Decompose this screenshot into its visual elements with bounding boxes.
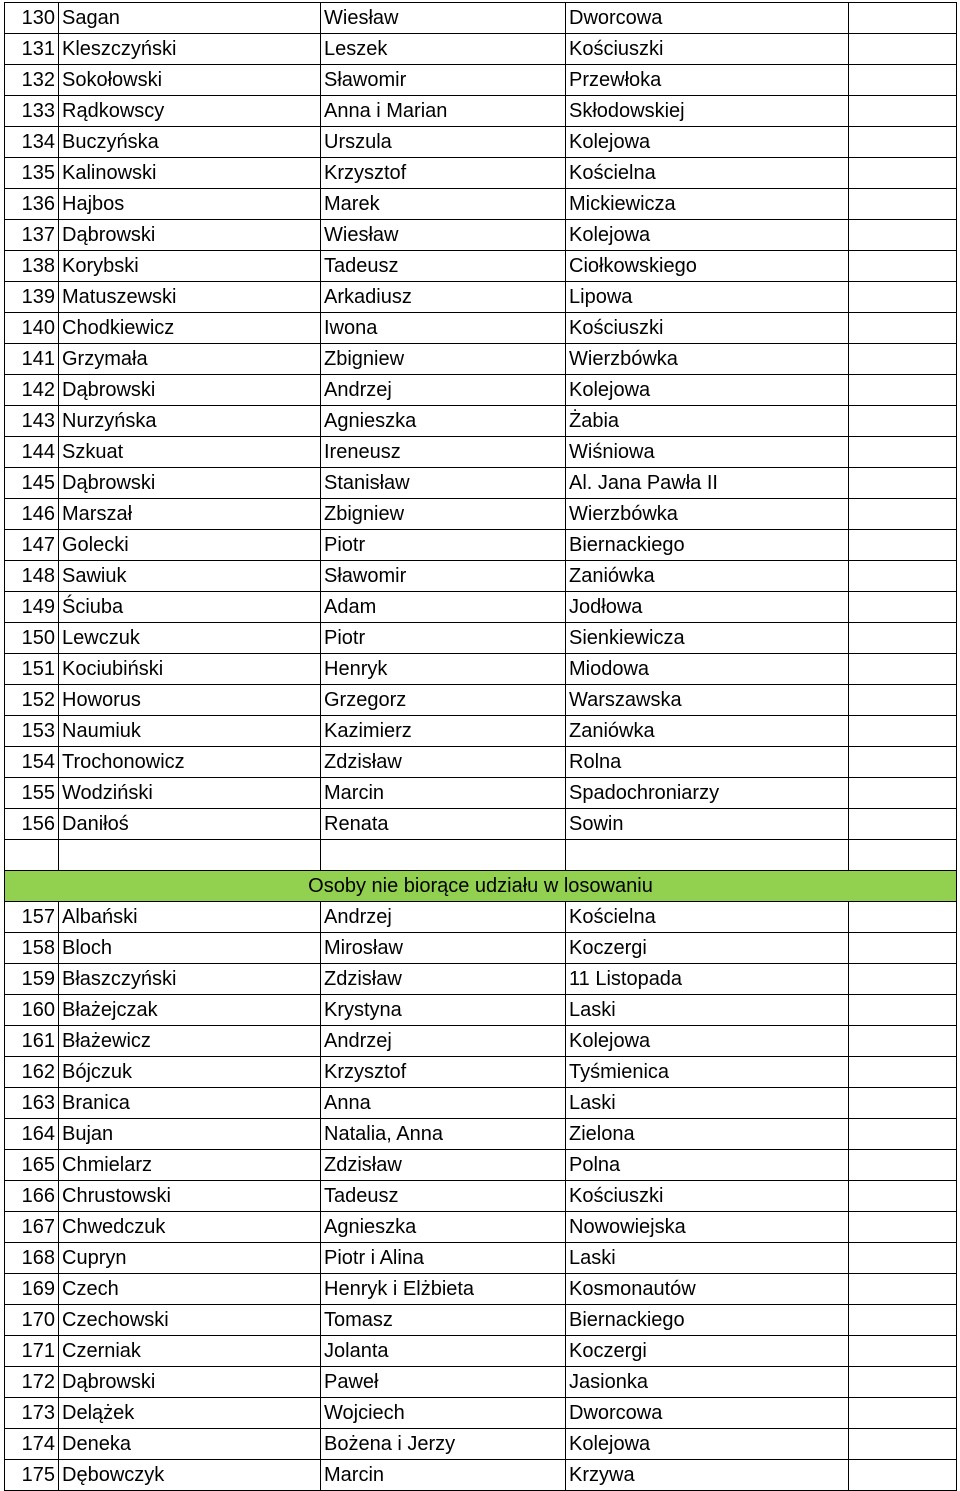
first-name-cell[interactable]: Marcin (321, 1460, 566, 1491)
table-row (5, 685, 957, 716)
last-name-cell[interactable]: Czerniak (59, 1336, 321, 1367)
table-row (5, 1367, 957, 1398)
empty-cell[interactable] (849, 654, 957, 685)
empty-cell[interactable] (849, 1429, 957, 1460)
table-row (5, 65, 957, 96)
row-number-cell[interactable]: 145 (5, 468, 59, 499)
table-row (5, 282, 957, 313)
last-name-cell[interactable]: Branica (59, 1088, 321, 1119)
empty-cell[interactable] (849, 1150, 957, 1181)
last-name-cell[interactable]: Matuszewski (59, 282, 321, 313)
street-cell[interactable]: Warszawska (566, 685, 849, 716)
table-row (5, 933, 957, 964)
first-name-cell[interactable]: Piotr (321, 623, 566, 654)
row-number-cell[interactable]: 149 (5, 592, 59, 623)
first-name-cell[interactable]: Andrzej (321, 902, 566, 933)
street-cell[interactable]: Dworcowa (566, 3, 849, 34)
table-row (5, 3, 957, 34)
street-cell[interactable]: Przewłoka (566, 65, 849, 96)
table-row (5, 1212, 957, 1243)
first-name-cell[interactable]: Andrzej (321, 1026, 566, 1057)
last-name-cell[interactable]: Golecki (59, 530, 321, 561)
first-name-cell[interactable]: Tadeusz (321, 251, 566, 282)
table-row (5, 1398, 957, 1429)
table-row (5, 654, 957, 685)
table-row (5, 468, 957, 499)
empty-cell[interactable] (849, 1088, 957, 1119)
row-number-cell[interactable]: 141 (5, 344, 59, 375)
table-row (5, 96, 957, 127)
section-header[interactable]: Osoby nie biorące udziału w losowaniu (5, 871, 957, 902)
first-name-cell[interactable]: Zbigniew (321, 499, 566, 530)
row-number-cell[interactable]: 160 (5, 995, 59, 1026)
table-row (5, 1243, 957, 1274)
row-number-cell[interactable]: 172 (5, 1367, 59, 1398)
empty-cell[interactable] (849, 220, 957, 251)
row-number-cell[interactable]: 159 (5, 964, 59, 995)
last-name-cell[interactable]: Czech (59, 1274, 321, 1305)
last-name-cell[interactable]: Chwedczuk (59, 1212, 321, 1243)
last-name-cell[interactable]: Dębowczyk (59, 1460, 321, 1491)
last-name-cell[interactable]: Hajbos (59, 189, 321, 220)
empty-cell[interactable] (849, 1243, 957, 1274)
street-cell[interactable]: Jasionka (566, 1367, 849, 1398)
first-name-cell[interactable]: Wojciech (321, 1398, 566, 1429)
street-cell[interactable]: Zaniówka (566, 716, 849, 747)
table-row (5, 592, 957, 623)
first-name-cell[interactable]: Renata (321, 809, 566, 840)
empty-cell[interactable] (849, 1181, 957, 1212)
table-row (5, 1119, 957, 1150)
empty-cell[interactable] (849, 623, 957, 654)
last-name-cell[interactable]: Buczyńska (59, 127, 321, 158)
first-name-cell[interactable]: Stanisław (321, 468, 566, 499)
empty-cell[interactable] (849, 1212, 957, 1243)
last-name-cell[interactable]: Lewczuk (59, 623, 321, 654)
empty-cell[interactable] (849, 716, 957, 747)
first-name-cell[interactable]: Grzegorz (321, 685, 566, 716)
row-number-cell[interactable]: 154 (5, 747, 59, 778)
empty-cell[interactable] (849, 809, 957, 840)
first-name-cell[interactable]: Henryk (321, 654, 566, 685)
row-number-cell[interactable]: 146 (5, 499, 59, 530)
first-name-cell[interactable]: Krzysztof (321, 158, 566, 189)
empty-cell[interactable] (849, 840, 957, 871)
table-row (5, 716, 957, 747)
street-cell[interactable]: Kościuszki (566, 313, 849, 344)
row-number-cell[interactable]: 150 (5, 623, 59, 654)
table-row (5, 747, 957, 778)
first-name-cell[interactable]: Agnieszka (321, 406, 566, 437)
empty-cell[interactable] (849, 3, 957, 34)
last-name-cell[interactable]: Bójczuk (59, 1057, 321, 1088)
last-name-cell[interactable]: Rądkowscy (59, 96, 321, 127)
last-name-cell[interactable]: Kleszczyński (59, 34, 321, 65)
empty-cell[interactable] (849, 1367, 957, 1398)
table-row (5, 1057, 957, 1088)
street-cell[interactable]: Żabia (566, 406, 849, 437)
empty-cell[interactable] (321, 840, 566, 871)
last-name-cell[interactable]: Szkuat (59, 437, 321, 468)
first-name-cell[interactable]: Tadeusz (321, 1181, 566, 1212)
empty-cell[interactable] (849, 1274, 957, 1305)
row-number-cell[interactable]: 140 (5, 313, 59, 344)
empty-cell[interactable] (849, 530, 957, 561)
table-body (5, 3, 957, 1491)
first-name-cell[interactable]: Krzysztof (321, 1057, 566, 1088)
row-number-cell[interactable]: 175 (5, 1460, 59, 1491)
empty-cell[interactable] (849, 902, 957, 933)
last-name-cell[interactable]: Sagan (59, 3, 321, 34)
table-row (5, 1429, 957, 1460)
last-name-cell[interactable]: Cupryn (59, 1243, 321, 1274)
table-row (5, 313, 957, 344)
row-number-cell[interactable]: 144 (5, 437, 59, 468)
table-row (5, 1336, 957, 1367)
last-name-cell[interactable]: Delążek (59, 1398, 321, 1429)
row-number-cell[interactable]: 164 (5, 1119, 59, 1150)
last-name-cell[interactable]: Błażejczak (59, 995, 321, 1026)
last-name-cell[interactable]: Sokołowski (59, 65, 321, 96)
street-cell[interactable]: Kolejowa (566, 220, 849, 251)
row-number-cell[interactable]: 155 (5, 778, 59, 809)
last-name-cell[interactable]: Dąbrowski (59, 468, 321, 499)
empty-cell[interactable] (849, 251, 957, 282)
last-name-cell[interactable]: Deneka (59, 1429, 321, 1460)
table-row (5, 1088, 957, 1119)
row-number-cell[interactable]: 156 (5, 809, 59, 840)
last-name-cell[interactable]: Albański (59, 902, 321, 933)
empty-cell[interactable] (849, 282, 957, 313)
last-name-cell[interactable]: Błażewicz (59, 1026, 321, 1057)
row-number-cell[interactable]: 161 (5, 1026, 59, 1057)
table-row (5, 1305, 957, 1336)
row-number-cell[interactable]: 134 (5, 127, 59, 158)
residents-table (4, 2, 957, 1491)
empty-row (5, 840, 957, 871)
table-row (5, 1181, 957, 1212)
street-cell[interactable]: Kolejowa (566, 375, 849, 406)
empty-cell[interactable] (849, 375, 957, 406)
table-row (5, 220, 957, 251)
street-cell[interactable]: Ciołkowskiego (566, 251, 849, 282)
street-cell[interactable]: Skłodowskiej (566, 96, 849, 127)
street-cell[interactable]: Laski (566, 1243, 849, 1274)
street-cell[interactable]: Polna (566, 1150, 849, 1181)
last-name-cell[interactable]: Bloch (59, 933, 321, 964)
row-number-cell[interactable]: 162 (5, 1057, 59, 1088)
table-row (5, 344, 957, 375)
empty-cell[interactable] (849, 1057, 957, 1088)
empty-cell[interactable] (849, 499, 957, 530)
last-name-cell[interactable]: Czechowski (59, 1305, 321, 1336)
street-cell[interactable]: Biernackiego (566, 1305, 849, 1336)
first-name-cell[interactable]: Marcin (321, 778, 566, 809)
street-cell[interactable]: Koczergi (566, 1336, 849, 1367)
empty-cell[interactable] (59, 840, 321, 871)
empty-cell[interactable] (849, 747, 957, 778)
row-number-cell[interactable]: 133 (5, 96, 59, 127)
first-name-cell[interactable]: Natalia, Anna (321, 1119, 566, 1150)
street-cell[interactable]: Jodłowa (566, 592, 849, 623)
last-name-cell[interactable]: Chmielarz (59, 1150, 321, 1181)
last-name-cell[interactable]: Nurzyńska (59, 406, 321, 437)
table-row (5, 1026, 957, 1057)
table-row (5, 375, 957, 406)
row-number-cell[interactable]: 167 (5, 1212, 59, 1243)
street-cell[interactable]: Kościuszki (566, 34, 849, 65)
empty-cell[interactable] (849, 189, 957, 220)
empty-cell[interactable] (849, 592, 957, 623)
first-name-cell[interactable]: Henryk i Elżbieta (321, 1274, 566, 1305)
empty-cell[interactable] (849, 96, 957, 127)
first-name-cell[interactable]: Kazimierz (321, 716, 566, 747)
last-name-cell[interactable]: Sawiuk (59, 561, 321, 592)
empty-cell[interactable] (849, 1119, 957, 1150)
first-name-cell[interactable]: Wiesław (321, 220, 566, 251)
street-cell[interactable]: Sowin (566, 809, 849, 840)
last-name-cell[interactable]: Trochonowicz (59, 747, 321, 778)
table-row (5, 902, 957, 933)
table-row (5, 406, 957, 437)
last-name-cell[interactable]: Błaszczyński (59, 964, 321, 995)
last-name-cell[interactable]: Kociubiński (59, 654, 321, 685)
street-cell[interactable]: Biernackiego (566, 530, 849, 561)
street-cell[interactable]: Kościuszki (566, 1181, 849, 1212)
first-name-cell[interactable]: Zbigniew (321, 344, 566, 375)
empty-cell[interactable] (849, 344, 957, 375)
street-cell[interactable]: Kosmonautów (566, 1274, 849, 1305)
first-name-cell[interactable]: Anna i Marian (321, 96, 566, 127)
street-cell[interactable]: Zielona (566, 1119, 849, 1150)
spreadsheet (4, 2, 957, 1491)
empty-cell[interactable] (849, 1460, 957, 1491)
street-cell[interactable]: Nowowiejska (566, 1212, 849, 1243)
table-row (5, 189, 957, 220)
street-cell[interactable]: Laski (566, 995, 849, 1026)
first-name-cell[interactable]: Bożena i Jerzy (321, 1429, 566, 1460)
empty-cell[interactable] (849, 778, 957, 809)
last-name-cell[interactable]: Dąbrowski (59, 220, 321, 251)
first-name-cell[interactable]: Krystyna (321, 995, 566, 1026)
street-cell[interactable]: Kolejowa (566, 127, 849, 158)
table-row (5, 34, 957, 65)
last-name-cell[interactable]: Grzymała (59, 344, 321, 375)
street-cell[interactable]: Kościelna (566, 902, 849, 933)
last-name-cell[interactable]: Wodziński (59, 778, 321, 809)
empty-cell[interactable] (849, 437, 957, 468)
empty-cell[interactable] (849, 561, 957, 592)
table-row (5, 809, 957, 840)
street-cell[interactable]: Wiśniowa (566, 437, 849, 468)
row-number-cell[interactable]: 153 (5, 716, 59, 747)
row-number-cell[interactable]: 143 (5, 406, 59, 437)
row-number-cell[interactable]: 168 (5, 1243, 59, 1274)
empty-cell[interactable] (849, 65, 957, 96)
row-number-cell[interactable]: 137 (5, 220, 59, 251)
table-row (5, 158, 957, 189)
table-row (5, 127, 957, 158)
first-name-cell[interactable]: Ireneusz (321, 437, 566, 468)
last-name-cell[interactable]: Dąbrowski (59, 375, 321, 406)
last-name-cell[interactable]: Chrustowski (59, 1181, 321, 1212)
last-name-cell[interactable]: Chodkiewicz (59, 313, 321, 344)
row-number-cell[interactable]: 138 (5, 251, 59, 282)
row-number-cell[interactable]: 163 (5, 1088, 59, 1119)
last-name-cell[interactable]: Howorus (59, 685, 321, 716)
first-name-cell[interactable]: Mirosław (321, 933, 566, 964)
street-cell[interactable]: 11 Listopada (566, 964, 849, 995)
table-row (5, 530, 957, 561)
empty-cell[interactable] (849, 933, 957, 964)
first-name-cell[interactable]: Jolanta (321, 1336, 566, 1367)
empty-cell[interactable] (849, 685, 957, 716)
first-name-cell[interactable]: Agnieszka (321, 1212, 566, 1243)
empty-cell[interactable] (849, 158, 957, 189)
street-cell[interactable]: Dworcowa (566, 1398, 849, 1429)
first-name-cell[interactable]: Piotr (321, 530, 566, 561)
street-cell[interactable]: Krzywa (566, 1460, 849, 1491)
empty-cell[interactable] (849, 127, 957, 158)
table-row (5, 499, 957, 530)
row-number-cell[interactable]: 136 (5, 189, 59, 220)
table-row (5, 1460, 957, 1491)
first-name-cell[interactable]: Sławomir (321, 65, 566, 96)
row-number-cell[interactable]: 132 (5, 65, 59, 96)
empty-cell[interactable] (849, 964, 957, 995)
street-cell[interactable]: Tyśmienica (566, 1057, 849, 1088)
last-name-cell[interactable]: Naumiuk (59, 716, 321, 747)
table-row (5, 561, 957, 592)
empty-cell[interactable] (849, 995, 957, 1026)
street-cell[interactable]: Spadochroniarzy (566, 778, 849, 809)
row-number-cell[interactable]: 130 (5, 3, 59, 34)
table-row (5, 778, 957, 809)
first-name-cell[interactable]: Zdzisław (321, 747, 566, 778)
last-name-cell[interactable]: Korybski (59, 251, 321, 282)
table-row (5, 964, 957, 995)
last-name-cell[interactable]: Dąbrowski (59, 1367, 321, 1398)
last-name-cell[interactable]: Marszał (59, 499, 321, 530)
empty-cell[interactable] (849, 34, 957, 65)
last-name-cell[interactable]: Ściuba (59, 592, 321, 623)
first-name-cell[interactable]: Marek (321, 189, 566, 220)
street-cell[interactable]: Kolejowa (566, 1026, 849, 1057)
street-cell[interactable]: Kolejowa (566, 1429, 849, 1460)
empty-cell[interactable] (849, 406, 957, 437)
street-cell[interactable]: Rolna (566, 747, 849, 778)
table-row (5, 1150, 957, 1181)
row-number-cell[interactable]: 169 (5, 1274, 59, 1305)
first-name-cell[interactable]: Sławomir (321, 561, 566, 592)
street-cell[interactable]: Wierzbówka (566, 499, 849, 530)
first-name-cell[interactable]: Paweł (321, 1367, 566, 1398)
row-number-cell[interactable]: 151 (5, 654, 59, 685)
row-number-cell[interactable]: 170 (5, 1305, 59, 1336)
table-row (5, 623, 957, 654)
row-number-cell[interactable]: 165 (5, 1150, 59, 1181)
first-name-cell[interactable]: Piotr i Alina (321, 1243, 566, 1274)
last-name-cell[interactable]: Daniłoś (59, 809, 321, 840)
table-row (5, 251, 957, 282)
row-number-cell[interactable]: 157 (5, 902, 59, 933)
street-cell[interactable]: Zaniówka (566, 561, 849, 592)
table-row (5, 995, 957, 1026)
first-name-cell[interactable]: Urszula (321, 127, 566, 158)
row-number-cell[interactable]: 174 (5, 1429, 59, 1460)
first-name-cell[interactable]: Andrzej (321, 375, 566, 406)
street-cell[interactable]: Al. Jana Pawła II (566, 468, 849, 499)
row-number-cell[interactable]: 131 (5, 34, 59, 65)
first-name-cell[interactable]: Tomasz (321, 1305, 566, 1336)
street-cell[interactable]: Wierzbówka (566, 344, 849, 375)
section-header-row (5, 871, 957, 902)
first-name-cell[interactable]: Arkadiusz (321, 282, 566, 313)
row-number-cell[interactable]: 173 (5, 1398, 59, 1429)
street-cell[interactable]: Koczergi (566, 933, 849, 964)
row-number-cell[interactable]: 158 (5, 933, 59, 964)
row-number-cell[interactable]: 166 (5, 1181, 59, 1212)
first-name-cell[interactable]: Wiesław (321, 3, 566, 34)
row-number-cell[interactable]: 147 (5, 530, 59, 561)
street-cell[interactable]: Lipowa (566, 282, 849, 313)
street-cell[interactable]: Mickiewicza (566, 189, 849, 220)
row-number-cell[interactable]: 135 (5, 158, 59, 189)
table-row (5, 1274, 957, 1305)
street-cell[interactable]: Kościelna (566, 158, 849, 189)
empty-cell[interactable] (849, 468, 957, 499)
row-number-cell[interactable]: 171 (5, 1336, 59, 1367)
first-name-cell[interactable]: Leszek (321, 34, 566, 65)
street-cell[interactable]: Laski (566, 1088, 849, 1119)
first-name-cell[interactable]: Anna (321, 1088, 566, 1119)
first-name-cell[interactable]: Zdzisław (321, 1150, 566, 1181)
row-number-cell[interactable]: 152 (5, 685, 59, 716)
row-number-cell[interactable]: 142 (5, 375, 59, 406)
empty-cell[interactable] (849, 1026, 957, 1057)
last-name-cell[interactable]: Kalinowski (59, 158, 321, 189)
row-number-cell[interactable]: 148 (5, 561, 59, 592)
street-cell[interactable]: Miodowa (566, 654, 849, 685)
empty-cell[interactable] (849, 1398, 957, 1429)
street-cell[interactable]: Sienkiewicza (566, 623, 849, 654)
empty-cell[interactable] (849, 1336, 957, 1367)
empty-cell[interactable] (849, 313, 957, 344)
first-name-cell[interactable]: Adam (321, 592, 566, 623)
last-name-cell[interactable]: Bujan (59, 1119, 321, 1150)
empty-cell[interactable] (5, 840, 59, 871)
empty-cell[interactable] (566, 840, 849, 871)
empty-cell[interactable] (849, 1305, 957, 1336)
table-row (5, 437, 957, 468)
first-name-cell[interactable]: Zdzisław (321, 964, 566, 995)
first-name-cell[interactable]: Iwona (321, 313, 566, 344)
row-number-cell[interactable]: 139 (5, 282, 59, 313)
